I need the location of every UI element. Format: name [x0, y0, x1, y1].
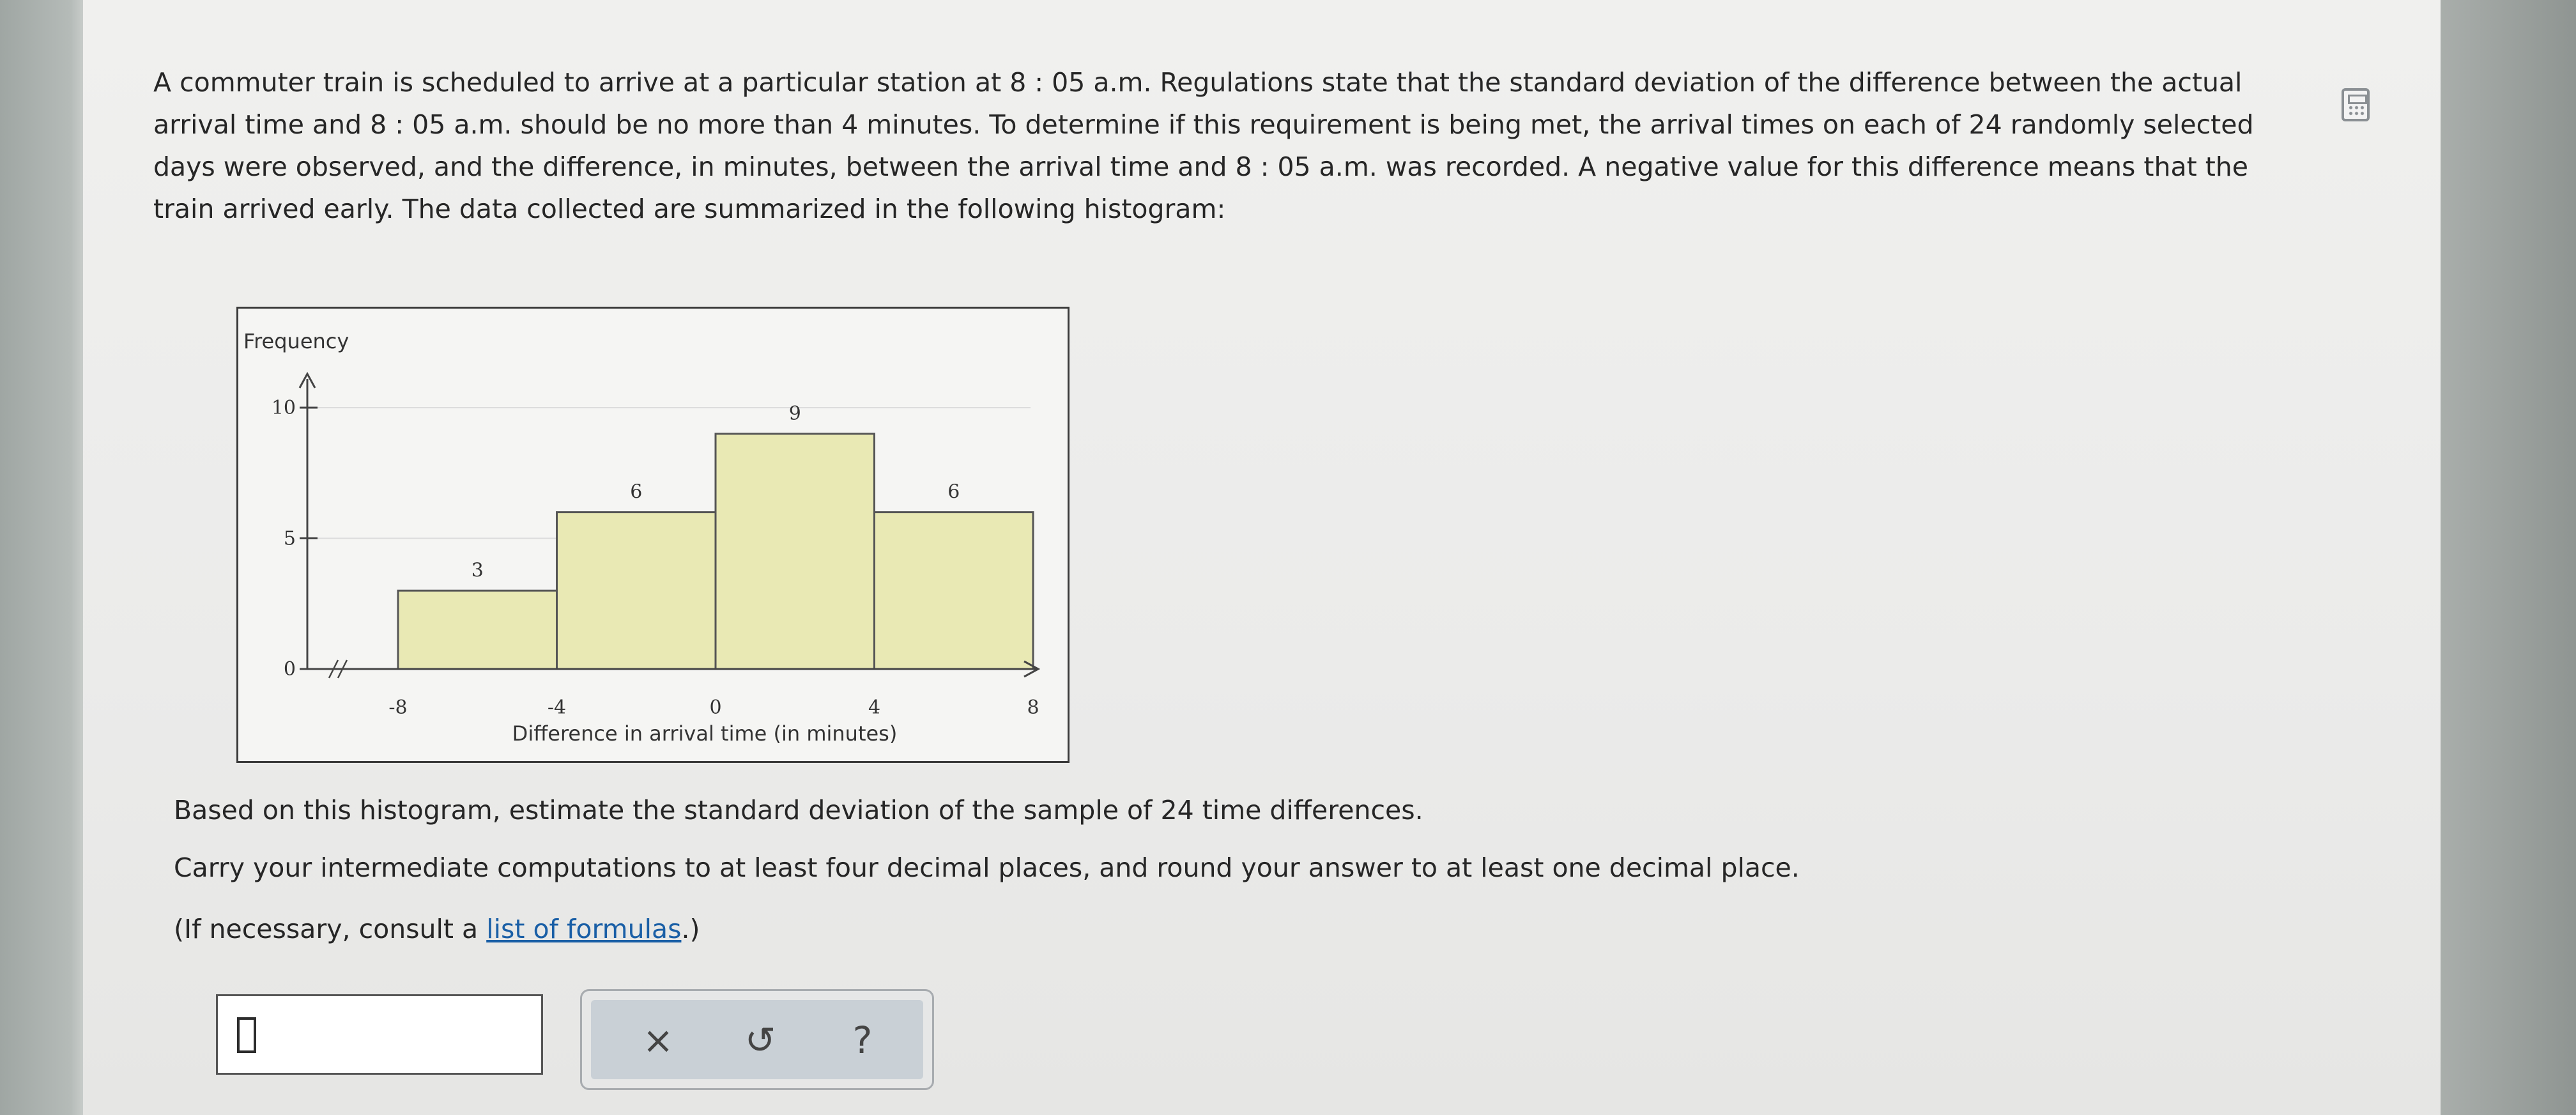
histogram-bar: [398, 590, 557, 669]
list-of-formulas-link[interactable]: list of formulas: [486, 914, 682, 944]
problem-statement: A commuter train is scheduled to arrive at a particular station at 8 : 05 a.m. Regulations state that the standard deviation of the difference between the actual arrival time and 8 : 05 a.m. should be no more than 4 minutes. To determine if this requirement is being met, the arrival times on each of 24 randomly selected days were observed, and the difference, in minutes, between the arrival time and 8 : 05 a.m. was recorded. A negative value for this difference means that the train arrived early. The data collected are summarized in the following histogram:: [153, 67, 2254, 224]
x-tick-label: 4: [868, 696, 881, 719]
question-estimate-sd: Based on this histogram, estimate the standard deviation of the sample of 24 time differences.: [174, 795, 1423, 826]
histogram-bar: [557, 512, 716, 669]
histogram-bar: [716, 434, 875, 669]
calculator-screen: [2348, 95, 2367, 104]
question-rounding-instructions: Carry your intermediate computations to at least four decimal places, and round your answer to at least one decimal place.: [174, 852, 1800, 883]
undo-button[interactable]: ↺: [732, 1011, 789, 1069]
y-axis-title: Frequency: [243, 329, 349, 353]
x-tick-label: 0: [709, 696, 722, 719]
y-tick-label: 5: [283, 527, 296, 550]
answer-input[interactable]: [216, 994, 543, 1075]
answer-tools-bar: [591, 1000, 923, 1079]
help-button[interactable]: ?: [834, 1011, 891, 1069]
bar-value-label: 6: [947, 481, 960, 504]
calculator-icon[interactable]: [2342, 88, 2370, 121]
histogram-svg: [238, 309, 1068, 761]
formula-hint-prefix: (If necessary, consult a: [174, 914, 487, 944]
answer-tools: [580, 989, 934, 1090]
histogram-bar: [875, 512, 1034, 669]
histogram-chart: [236, 307, 1070, 763]
y-tick-label: 0: [283, 658, 296, 681]
x-tick-label: -8: [388, 696, 408, 719]
input-cursor-box: [237, 1017, 256, 1053]
calculator-keys: [2348, 105, 2365, 116]
bar-value-label: 6: [630, 481, 643, 504]
bar-value-label: 3: [471, 559, 484, 582]
x-axis-title: Difference in arrival time (in minutes): [512, 721, 898, 746]
formula-hint: [174, 914, 700, 944]
y-tick-label: 10: [271, 397, 296, 419]
x-tick-label: 8: [1027, 696, 1039, 719]
bar-value-label: 9: [788, 402, 801, 425]
formula-hint-suffix: .): [681, 914, 700, 944]
clear-button[interactable]: ×: [629, 1011, 687, 1069]
x-tick-label: -4: [547, 696, 567, 719]
